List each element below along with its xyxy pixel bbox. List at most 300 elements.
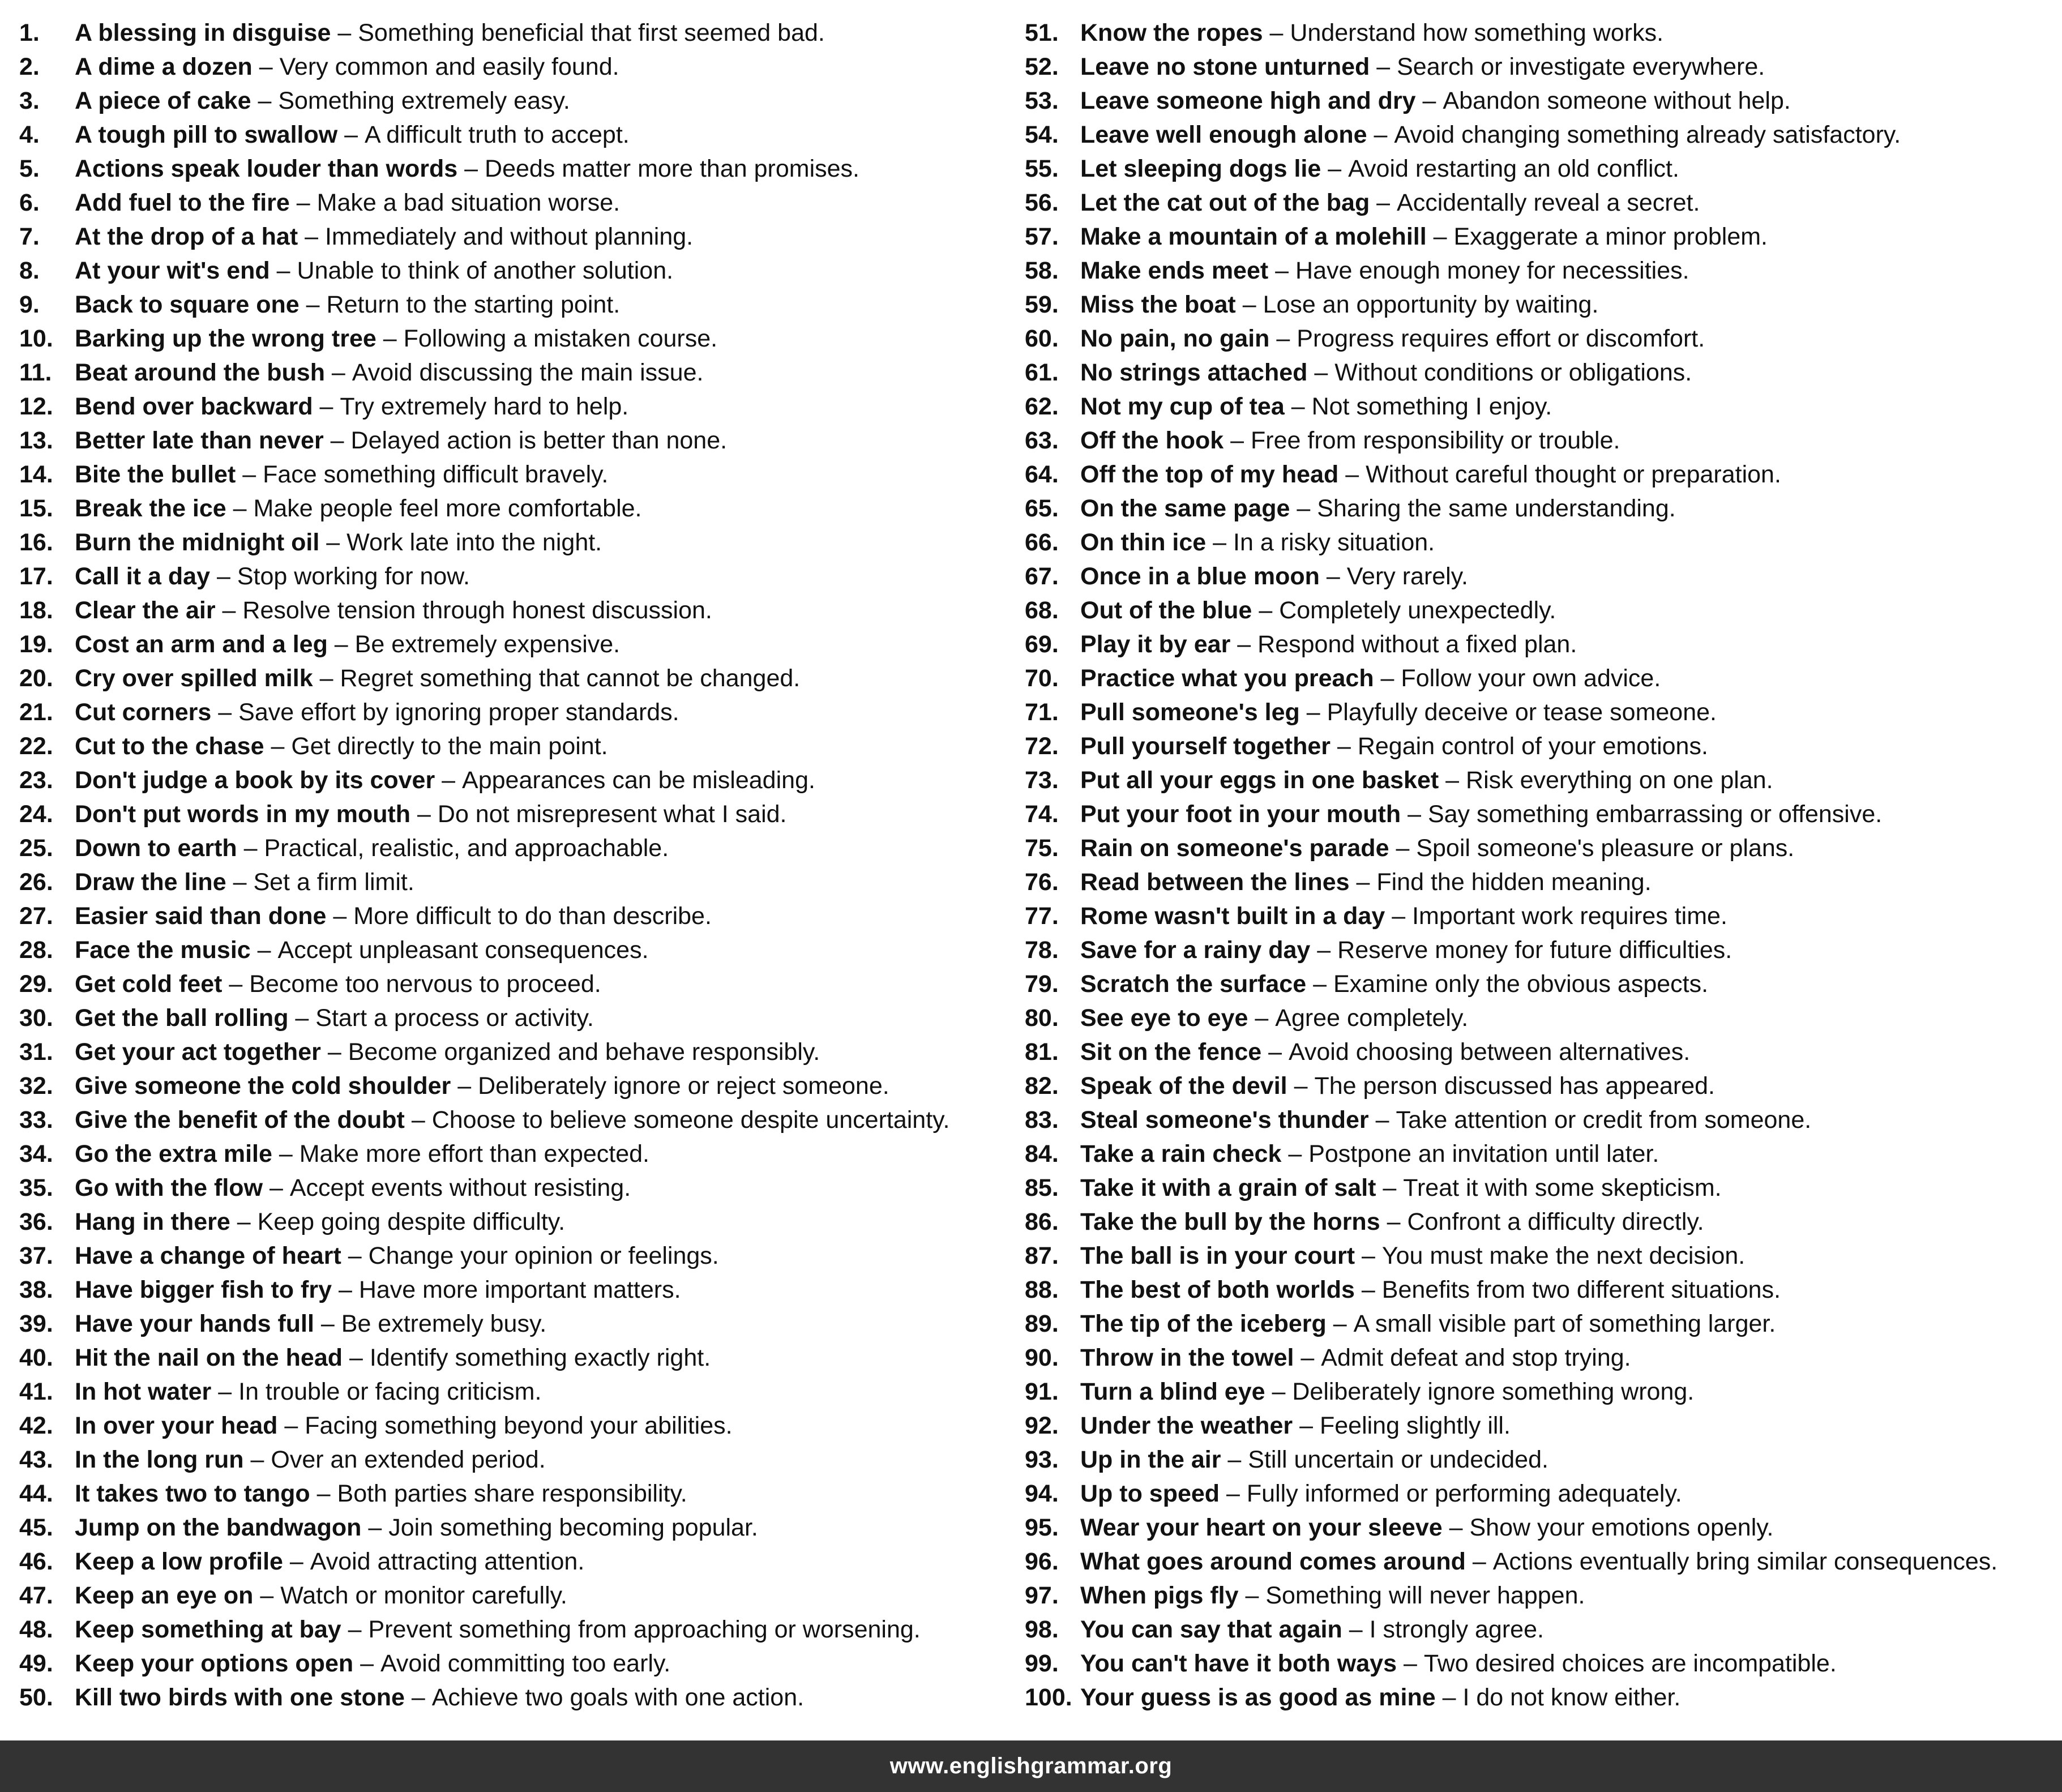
idiom-separator: – (250, 1446, 264, 1473)
idiom-item (1025, 1409, 2050, 1443)
idiom-meaning: A difficult truth to accept. (365, 121, 630, 148)
idiom-item (1025, 254, 2050, 288)
idiom-phrase: A dime a dozen (75, 53, 253, 80)
idiom-separator: – (296, 189, 310, 216)
idiom-item (19, 695, 1016, 729)
idiom-meaning: Become too nervous to proceed. (249, 970, 601, 998)
idiom-meaning: Prevent something from approaching or worsening. (368, 1616, 921, 1643)
idiom-item (1025, 593, 2050, 627)
idiom-number: 65. (1025, 495, 1059, 522)
idiom-item (1025, 118, 2050, 152)
idiom-phrase: Scratch the surface (1080, 970, 1307, 998)
idiom-separator: – (260, 1582, 274, 1609)
idiom-item (19, 1001, 1016, 1035)
idiom-separator: – (269, 1174, 283, 1201)
idiom-item (19, 457, 1016, 491)
idiom-meaning: Avoid committing too early. (380, 1650, 671, 1677)
idiom-phrase: Throw in the towel (1080, 1344, 1294, 1371)
idiom-separator: – (1294, 1072, 1308, 1100)
idiom-separator: – (1383, 1174, 1397, 1201)
idiom-meaning: Playfully deceive or tease someone. (1327, 699, 1717, 726)
idiom-item (19, 1307, 1016, 1341)
idiom-meaning: Two desired choices are incompatible. (1423, 1650, 1837, 1677)
idiom-separator: – (1337, 733, 1351, 760)
idiom-item (1025, 424, 2050, 457)
idiom-meaning: Understand how something works. (1290, 19, 1664, 46)
idiom-meaning: Deliberately ignore something wrong. (1292, 1378, 1695, 1405)
idiom-meaning: Sharing the same understanding. (1317, 495, 1676, 522)
idiom-meaning: Work late into the night. (346, 529, 602, 556)
idiom-separator: – (218, 699, 232, 726)
idiom-meaning: Over an extended period. (271, 1446, 546, 1473)
idiom-meaning: Return to the starting point. (326, 291, 621, 318)
idiom-number: 76. (1025, 869, 1059, 896)
idiom-phrase: Make ends meet (1080, 257, 1269, 284)
idiom-phrase: Keep your options open (75, 1650, 354, 1677)
idiom-separator: – (1396, 835, 1410, 862)
idiom-item (19, 50, 1016, 84)
idiom-phrase: At your wit's end (75, 257, 270, 284)
idiom-phrase: Know the ropes (1080, 19, 1263, 46)
idiom-item (19, 729, 1016, 763)
idiom-separator: – (242, 461, 256, 488)
idiom-item (19, 865, 1016, 899)
idiom-meaning: Postpone an invitation until later. (1308, 1140, 1659, 1167)
idiom-phrase: Miss the boat (1080, 291, 1236, 318)
idiom-item (19, 390, 1016, 424)
idiom-phrase: Go the extra mile (75, 1140, 272, 1167)
idiom-item (1025, 50, 2050, 84)
idiom-item (1025, 491, 2050, 525)
idiom-item (19, 831, 1016, 865)
idiom-phrase: Don't judge a book by its cover (75, 767, 435, 794)
idiom-number: 22. (19, 733, 53, 760)
idiom-number: 50. (19, 1684, 53, 1711)
idiom-separator: – (295, 1004, 309, 1032)
idiom-phrase: Read between the lines (1080, 869, 1350, 896)
idiom-meaning: Delayed action is better than none. (350, 427, 728, 454)
idiom-phrase: Steal someone's thunder (1080, 1106, 1369, 1134)
idiom-separator: – (233, 495, 247, 522)
idiom-separator: – (1422, 87, 1436, 114)
idiom-phrase: Out of the blue (1080, 597, 1252, 624)
idiom-separator: – (320, 1310, 335, 1337)
idiom-phrase: Save for a rainy day (1080, 936, 1311, 964)
idiom-number: 99. (1025, 1650, 1059, 1677)
idiom-item (1025, 865, 2050, 899)
idiom-number: 5. (19, 155, 40, 182)
idiom-separator: – (306, 291, 320, 318)
idiom-number: 28. (19, 936, 53, 964)
idiom-separator: – (233, 869, 247, 896)
idiom-phrase: At the drop of a hat (75, 223, 298, 250)
idiom-meaning: Unable to think of another solution. (297, 257, 674, 284)
idiom-separator: – (360, 1650, 374, 1677)
idiom-separator: – (334, 631, 348, 658)
idiom-phrase: On thin ice (1080, 529, 1207, 556)
idiom-meaning: Agree completely. (1275, 1004, 1469, 1032)
idiom-number: 81. (1025, 1038, 1059, 1066)
idiom-meaning: Say something embarrassing or offensive. (1427, 801, 1883, 828)
idiom-item (19, 84, 1016, 118)
idiom-phrase: Hit the nail on the head (75, 1344, 343, 1371)
idiom-separator: – (1333, 1310, 1347, 1337)
idiom-meaning: Progress requires effort or discomfort. (1297, 325, 1705, 352)
idiom-phrase: Off the hook (1080, 427, 1224, 454)
idiom-item (1025, 1545, 2050, 1579)
idiom-separator: – (1392, 903, 1406, 930)
idiom-separator: – (257, 936, 271, 964)
idiom-meaning: Have enough money for necessities. (1295, 257, 1689, 284)
idiom-meaning: Be extremely expensive. (354, 631, 621, 658)
idiom-separator: – (1313, 970, 1327, 998)
idiom-item (19, 1680, 1016, 1714)
idiom-phrase: What goes around comes around (1080, 1548, 1466, 1575)
idiom-number: 91. (1025, 1378, 1059, 1405)
idiom-phrase: A tough pill to swallow (75, 121, 338, 148)
idiom-number: 16. (19, 529, 53, 556)
idiom-separator: – (1376, 189, 1391, 216)
idiom-phrase: Draw the line (75, 869, 226, 896)
idiom-meaning: Identify something exactly right. (369, 1344, 711, 1371)
idiom-item (19, 254, 1016, 288)
idiom-number: 26. (19, 869, 53, 896)
idiom-phrase: Take the bull by the horns (1080, 1208, 1380, 1235)
idiom-separator: – (276, 257, 290, 284)
idiom-phrase: Leave someone high and dry (1080, 87, 1416, 114)
idiom-separator: – (305, 223, 319, 250)
idiom-phrase: Under the weather (1080, 1412, 1293, 1439)
idiom-meaning: Something extremely easy. (278, 87, 570, 114)
idiom-separator: – (1326, 563, 1340, 590)
idiom-number: 3. (19, 87, 40, 114)
idiom-meaning: Benefits from two different situations. (1381, 1276, 1781, 1303)
idiom-meaning: Appearances can be misleading. (462, 767, 815, 794)
idiom-phrase: Play it by ear (1080, 631, 1231, 658)
idiom-phrase: See eye to eye (1080, 1004, 1248, 1032)
idiom-meaning: Save effort by ignoring proper standards. (238, 699, 679, 726)
idiom-separator: – (344, 121, 358, 148)
idiom-phrase: Practice what you preach (1080, 665, 1374, 692)
idiom-separator: – (216, 563, 230, 590)
idiom-number: 39. (19, 1310, 53, 1337)
idiom-meaning: Respond without a fixed plan. (1257, 631, 1577, 658)
idiom-separator: – (1445, 767, 1460, 794)
idiom-item (1025, 1205, 2050, 1239)
idiom-meaning: Accept unpleasant consequences. (277, 936, 649, 964)
idiom-meaning: Stop working for now. (237, 563, 470, 590)
idiom-number: 42. (19, 1412, 53, 1439)
idiom-item (19, 16, 1016, 50)
idiom-item (1025, 84, 2050, 118)
idiom-number: 27. (19, 903, 53, 930)
idiom-meaning: Regret something that cannot be changed. (340, 665, 801, 692)
idiom-separator: – (1375, 1106, 1389, 1134)
idiom-number: 25. (19, 835, 53, 862)
idiom-item (1025, 525, 2050, 559)
idiom-separator: – (349, 1344, 363, 1371)
idiom-item (19, 1579, 1016, 1613)
idiom-phrase: Cost an arm and a leg (75, 631, 328, 658)
idiom-separator: – (1213, 529, 1227, 556)
idiom-item (1025, 1613, 2050, 1646)
idiom-meaning: Change your opinion or feelings. (368, 1242, 719, 1269)
idiom-number: 80. (1025, 1004, 1059, 1032)
idiom-separator: – (259, 53, 273, 80)
idiom-number: 51. (1025, 19, 1059, 46)
idiom-item (19, 118, 1016, 152)
idiom-separator: – (1230, 427, 1244, 454)
idiom-number: 40. (19, 1344, 53, 1371)
idiom-number: 32. (19, 1072, 53, 1100)
idiom-meaning: Risk everything on one plan. (1466, 767, 1773, 794)
idiom-meaning: Immediately and without planning. (324, 223, 694, 250)
idiom-meaning: Choose to believe someone despite uncertainty. (431, 1106, 950, 1134)
idiom-separator: – (1349, 1616, 1363, 1643)
idiom-number: 68. (1025, 597, 1059, 624)
idiom-item (1025, 729, 2050, 763)
idiom-phrase: Rome wasn't built in a day (1080, 903, 1385, 930)
idiom-phrase: You can't have it both ways (1080, 1650, 1397, 1677)
idiom-meaning: Follow your own advice. (1401, 665, 1661, 692)
idiom-item (19, 967, 1016, 1001)
idiom-meaning: Make people feel more comfortable. (253, 495, 642, 522)
idiom-separator: – (464, 155, 478, 182)
idiom-separator: – (284, 1412, 298, 1439)
idiom-number: 10. (19, 325, 53, 352)
idiom-phrase: Have your hands full (75, 1310, 314, 1337)
idiom-item (1025, 1171, 2050, 1205)
idiom-number: 13. (19, 427, 53, 454)
idiom-meaning: Start a process or activity. (315, 1004, 594, 1032)
idiom-item (19, 933, 1016, 967)
idiom-item (1025, 1646, 2050, 1680)
idiom-item (1025, 220, 2050, 254)
idiom-item (1025, 288, 2050, 322)
idiom-separator: – (1242, 291, 1256, 318)
idiom-number: 63. (1025, 427, 1059, 454)
idiom-number: 17. (19, 563, 53, 590)
idiom-number: 55. (1025, 155, 1059, 182)
idiom-separator: – (1380, 665, 1394, 692)
idiom-number: 2. (19, 53, 40, 80)
idiom-phrase: Add fuel to the fire (75, 189, 290, 216)
idiom-item (19, 797, 1016, 831)
idiom-number: 31. (19, 1038, 53, 1066)
idiom-phrase: Down to earth (75, 835, 237, 862)
idiom-phrase: Jump on the bandwagon (75, 1514, 362, 1541)
idiom-phrase: Speak of the devil (1080, 1072, 1287, 1100)
idiom-phrase: Cry over spilled milk (75, 665, 313, 692)
idiom-meaning: Something beneficial that first seemed bad. (358, 19, 825, 46)
idiom-number: 93. (1025, 1446, 1059, 1473)
idiom-meaning: Regain control of your emotions. (1357, 733, 1708, 760)
idiom-number: 95. (1025, 1514, 1059, 1541)
idiom-phrase: Give someone the cold shoulder (75, 1072, 451, 1100)
footer-website[interactable]: www.englishgrammar.org (889, 1753, 1173, 1778)
idiom-phrase: Easier said than done (75, 903, 327, 930)
idiom-phrase: Better late than never (75, 427, 324, 454)
idiom-item (1025, 322, 2050, 356)
idiom-phrase: Clear the air (75, 597, 216, 624)
idiom-meaning: Deliberately ignore or reject someone. (478, 1072, 889, 1100)
idiom-number: 53. (1025, 87, 1059, 114)
idiom-meaning: Following a mistaken course. (403, 325, 718, 352)
idiom-phrase: It takes two to tango (75, 1480, 310, 1507)
idiom-number: 61. (1025, 359, 1059, 386)
idiom-number: 7. (19, 223, 40, 250)
idiom-phrase: Cut to the chase (75, 733, 264, 760)
idiom-phrase: Leave well enough alone (1080, 121, 1367, 148)
idiom-item (1025, 1035, 2050, 1069)
idiom-phrase: Take it with a grain of salt (1080, 1174, 1376, 1201)
idiom-item (1025, 559, 2050, 593)
idiom-separator: – (1356, 869, 1370, 896)
idiom-item (19, 1545, 1016, 1579)
idiom-number: 44. (19, 1480, 53, 1507)
idiom-phrase: Burn the midnight oil (75, 529, 320, 556)
idiom-item (19, 1375, 1016, 1409)
idiom-item (1025, 1341, 2050, 1375)
idiom-separator: – (1297, 495, 1311, 522)
idiom-phrase: Have a change of heart (75, 1242, 341, 1269)
idiom-meaning: The person discussed has appeared. (1314, 1072, 1716, 1100)
idiom-item (1025, 390, 2050, 424)
idiom-meaning: Fully informed or performing adequately. (1246, 1480, 1682, 1507)
idiom-number: 15. (19, 495, 53, 522)
idiom-meaning: Exaggerate a minor problem. (1453, 223, 1768, 250)
idiom-separator: – (327, 1038, 341, 1066)
idiom-phrase: You can say that again (1080, 1616, 1342, 1643)
idiom-separator: – (222, 597, 236, 624)
idiom-item (1025, 1307, 2050, 1341)
idiom-separator: – (326, 529, 340, 556)
idiom-phrase: Cut corners (75, 699, 212, 726)
idiom-number: 86. (1025, 1208, 1059, 1235)
idiom-item (1025, 1443, 2050, 1477)
idiom-number: 45. (19, 1514, 53, 1541)
idiom-meaning: I do not know either. (1462, 1684, 1681, 1711)
idiom-number: 38. (19, 1276, 53, 1303)
idiom-phrase: Kill two birds with one stone (75, 1684, 405, 1711)
idiom-number: 73. (1025, 767, 1059, 794)
idiom-meaning: Make more effort than expected. (299, 1140, 650, 1167)
idiom-number: 41. (19, 1378, 53, 1405)
idiom-separator: – (331, 359, 345, 386)
idiom-meaning: Keep going despite difficulty. (257, 1208, 566, 1235)
idiom-item (1025, 1579, 2050, 1613)
idiom-item (19, 1069, 1016, 1103)
idiom-number: 56. (1025, 189, 1059, 216)
idiom-meaning: Get directly to the main point. (291, 733, 608, 760)
idiom-meaning: Accidentally reveal a secret. (1397, 189, 1700, 216)
idiom-separator: – (337, 19, 352, 46)
idiom-meaning: Face something difficult bravely. (263, 461, 609, 488)
idiom-phrase: Put all your eggs in one basket (1080, 767, 1439, 794)
idiom-separator: – (1314, 359, 1328, 386)
idiom-meaning: Set a firm limit. (253, 869, 414, 896)
idiom-item (1025, 797, 2050, 831)
idiom-separator: – (1237, 631, 1251, 658)
idiom-meaning: Avoid restarting an old conflict. (1348, 155, 1679, 182)
idiom-separator: – (1361, 1242, 1375, 1269)
idiom-meaning: Try extremely hard to help. (340, 393, 629, 420)
idiom-item (19, 424, 1016, 457)
idiom-item (19, 1137, 1016, 1171)
idiom-phrase: Not my cup of tea (1080, 393, 1285, 420)
idiom-separator: – (1442, 1684, 1456, 1711)
idiom-meaning: Confront a difficulty directly. (1407, 1208, 1704, 1235)
idiom-item (1025, 1511, 2050, 1545)
idiom-meaning: Join something becoming popular. (388, 1514, 758, 1541)
idiom-item (1025, 16, 2050, 50)
idiom-meaning: Become organized and behave responsibly. (348, 1038, 820, 1066)
idiom-item (19, 1477, 1016, 1511)
idiom-item (19, 763, 1016, 797)
idiom-item (19, 1613, 1016, 1646)
idiom-item (1025, 356, 2050, 390)
idiom-phrase: Get the ball rolling (75, 1004, 289, 1032)
idiom-separator: – (1227, 1446, 1242, 1473)
idiom-item (1025, 899, 2050, 933)
idiom-phrase: The ball is in your court (1080, 1242, 1355, 1269)
idiom-number: 85. (1025, 1174, 1059, 1201)
idiom-item (1025, 1137, 2050, 1171)
idiom-number: 77. (1025, 903, 1059, 930)
idiom-meaning: You must make the next decision. (1381, 1242, 1746, 1269)
idiom-meaning: Search or investigate everywhere. (1397, 53, 1765, 80)
idiom-meaning: Completely unexpectedly. (1279, 597, 1556, 624)
idiom-meaning: Avoid discussing the main issue. (352, 359, 704, 386)
idiom-separator: – (411, 1106, 425, 1134)
idiom-number: 67. (1025, 563, 1059, 590)
idiom-phrase: Up to speed (1080, 1480, 1220, 1507)
idiom-meaning: Spoil someone's pleasure or plans. (1416, 835, 1795, 862)
idiom-item (1025, 695, 2050, 729)
idiom-separator: – (1387, 1208, 1401, 1235)
idiom-phrase: Once in a blue moon (1080, 563, 1320, 590)
idiom-phrase: Sit on the fence (1080, 1038, 1262, 1066)
idiom-phrase: Break the ice (75, 495, 226, 522)
idiom-number: 89. (1025, 1310, 1059, 1337)
idiom-separator: – (1376, 53, 1391, 80)
idiom-number: 75. (1025, 835, 1059, 862)
idiom-separator: – (1269, 19, 1284, 46)
idiom-number: 100. (1025, 1684, 1072, 1711)
idiom-meaning: Treat it with some skepticism. (1403, 1174, 1722, 1201)
idiom-number: 19. (19, 631, 53, 658)
idiom-number: 87. (1025, 1242, 1059, 1269)
idiom-separator: – (258, 87, 272, 114)
idiom-item (19, 491, 1016, 525)
idiom-number: 52. (1025, 53, 1059, 80)
idiom-item (19, 525, 1016, 559)
idiom-meaning: Very common and easily found. (279, 53, 619, 80)
idiom-separator: – (348, 1242, 362, 1269)
idiom-phrase: Don't put words in my mouth (75, 801, 411, 828)
idiom-column-right (1025, 16, 2050, 1714)
idiom-meaning: Very rarely. (1346, 563, 1468, 590)
idiom-item (19, 1035, 1016, 1069)
idiom-item (19, 1511, 1016, 1545)
idiom-separator: – (1299, 1412, 1314, 1439)
idiom-number: 62. (1025, 393, 1059, 420)
idiom-meaning: Deeds matter more than promises. (485, 155, 860, 182)
idiom-number: 97. (1025, 1582, 1059, 1609)
idiom-meaning: Free from responsibility or trouble. (1251, 427, 1620, 454)
idiom-number: 60. (1025, 325, 1059, 352)
idiom-number: 43. (19, 1446, 53, 1473)
